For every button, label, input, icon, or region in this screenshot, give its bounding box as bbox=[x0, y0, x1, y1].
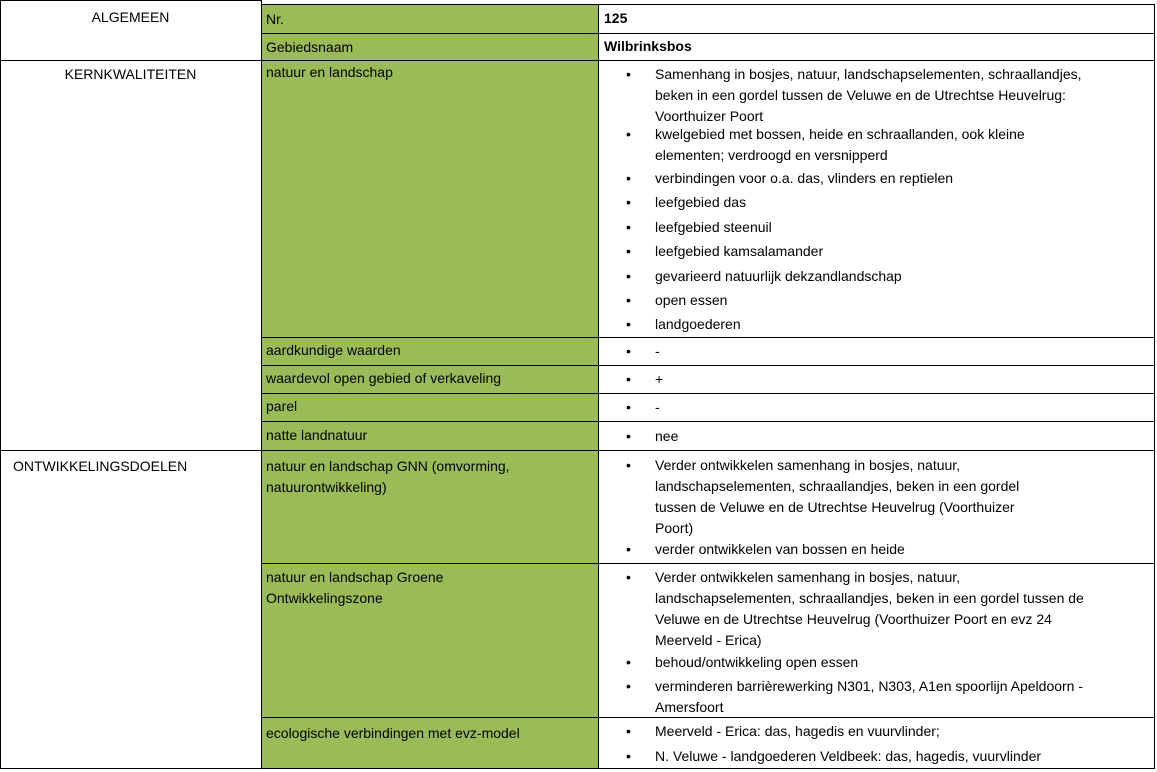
bullet-icon: • bbox=[626, 723, 631, 739]
bullet-icon: • bbox=[626, 399, 631, 415]
grid-line bbox=[261, 33, 1155, 34]
grid-line bbox=[0, 768, 1155, 769]
label-parel-text: parel bbox=[266, 398, 298, 414]
bullet-icon: • bbox=[626, 268, 631, 284]
value-nr-text: 125 bbox=[604, 10, 628, 26]
list-item-line: gevarieerd natuurlijk dekzandlandschap bbox=[655, 268, 902, 284]
bullet-icon: • bbox=[626, 292, 631, 308]
label-natte-landnatuur bbox=[262, 422, 598, 450]
label-goz-line-1: natuur en landschap Groene bbox=[266, 569, 444, 585]
label-parel bbox=[262, 394, 598, 421]
bullet-icon: • bbox=[626, 219, 631, 235]
label-aardkundige-waarden-text: aardkundige waarden bbox=[266, 342, 401, 358]
value-natuur-landschap bbox=[599, 61, 1154, 337]
list-item-line: Amersfoort bbox=[655, 699, 724, 715]
grid-line bbox=[261, 393, 1155, 394]
value-gebiedsnaam bbox=[599, 34, 1154, 60]
label-waardevol-open-gebied bbox=[262, 366, 598, 393]
value-gnn bbox=[599, 451, 1154, 563]
grid-line bbox=[261, 4, 1155, 5]
label-ecologische-verbindingen bbox=[262, 718, 598, 768]
label-gnn bbox=[262, 451, 598, 563]
list-item-line: N. Veluwe - landgoederen Veldbeek: das, hagedis, vuurvlinder bbox=[655, 748, 1042, 764]
grid-line bbox=[261, 717, 1155, 718]
list-item-line: verder ontwikkelen van bossen en heide bbox=[655, 541, 905, 557]
list-item-line: nee bbox=[655, 428, 679, 444]
value-gebiedsnaam-text: Wilbrinksbos bbox=[604, 38, 692, 54]
section-kernkwaliteiten bbox=[0, 60, 261, 450]
section-algemeen bbox=[0, 0, 261, 60]
bullet-icon: • bbox=[626, 170, 631, 186]
list-item-line: Veluwe en de Utrechtse Heuvelrug (Voorthuizer Poort en evz 24 bbox=[655, 611, 1052, 627]
value-nr bbox=[599, 5, 1154, 33]
grid-line bbox=[598, 4, 599, 769]
label-ecologische-verbindingen-text: ecologische verbindingen met evz-model bbox=[266, 725, 520, 741]
list-item-line: open essen bbox=[655, 292, 728, 308]
bullet-icon: • bbox=[626, 343, 631, 359]
bullet-icon: • bbox=[626, 748, 631, 764]
section-ontwikkelingsdoelen bbox=[0, 450, 261, 768]
list-item-line: landgoederen bbox=[655, 316, 741, 332]
list-item-line: tussen de Veluwe en de Utrechtse Heuvelrug (Voorthuizer bbox=[655, 499, 1015, 515]
list-item-line: verbindingen voor o.a. das, vlinders en reptielen bbox=[655, 170, 954, 186]
grid-line bbox=[261, 365, 1155, 366]
list-item-line: Meerveld - Erica: das, hagedis en vuurvlinder; bbox=[655, 723, 940, 739]
label-gebiedsnaam-text: Gebiedsnaam bbox=[266, 39, 354, 55]
list-item-line: leefgebied das bbox=[655, 194, 747, 210]
label-groene-ontwikkelingszone bbox=[262, 564, 598, 717]
bullet-icon: • bbox=[626, 457, 631, 473]
grid-line bbox=[0, 0, 1, 769]
grid-line bbox=[261, 563, 1155, 564]
section-algemeen-label: ALGEMEEN bbox=[91, 9, 170, 25]
list-item-line: - bbox=[655, 343, 660, 359]
label-waardevol-open-gebied-text: waardevol open gebied of verkaveling bbox=[266, 370, 502, 386]
label-nr-text: Nr. bbox=[266, 11, 284, 27]
bullet-icon: • bbox=[626, 194, 631, 210]
list-item-line: + bbox=[655, 371, 664, 387]
list-item-line: kwelgebied met bossen, heide en schraallanden, ook kleine bbox=[655, 126, 1025, 142]
label-gnn-line-2: natuurontwikkeling) bbox=[266, 479, 387, 495]
label-gnn-line-1: natuur en landschap GNN (omvorming, bbox=[266, 458, 510, 474]
label-gebiedsnaam bbox=[262, 34, 598, 60]
list-item-line: landschapselementen, schraallandjes, beken in een gordel tussen de bbox=[655, 590, 1084, 606]
list-item-line: Meerveld - Erica) bbox=[655, 632, 762, 648]
grid-line bbox=[0, 60, 1155, 61]
grid-line bbox=[261, 421, 1155, 422]
grid-line bbox=[261, 337, 1155, 338]
list-item-line: leefgebied steenuil bbox=[655, 219, 772, 235]
list-item-line: elementen; verdroogd en versnipperd bbox=[655, 147, 888, 163]
value-ecologische-verbindingen bbox=[599, 718, 1154, 768]
value-natte-landnatuur bbox=[599, 422, 1154, 450]
value-parel bbox=[599, 394, 1154, 421]
label-natte-landnatuur-text: natte landnatuur bbox=[266, 427, 368, 443]
list-item-line: Poort) bbox=[655, 520, 694, 536]
value-aardkundige-waarden bbox=[599, 338, 1154, 365]
list-item-line: Voorthuizer Poort bbox=[655, 108, 764, 124]
label-natuur-landschap-text: natuur en landschap bbox=[266, 64, 393, 80]
list-item-line: verminderen barrièrewerking N301, N303, A1en spoorlijn Apeldoorn - bbox=[655, 678, 1084, 694]
label-goz-line-2: Ontwikkelingszone bbox=[266, 590, 383, 606]
value-waardevol-open-gebied bbox=[599, 366, 1154, 393]
grid-line bbox=[261, 0, 262, 769]
list-item-line: leefgebied kamsalamander bbox=[655, 243, 824, 259]
bullet-icon: • bbox=[626, 541, 631, 557]
list-item-line: - bbox=[655, 399, 660, 415]
list-item-line: Samenhang in bosjes, natuur, landschapselementen, schraallandjes, bbox=[655, 66, 1082, 82]
list-item-line: behoud/ontwikkeling open essen bbox=[655, 654, 859, 670]
section-ontwikkelingsdoelen-label: ONTWIKKELINGSDOELEN bbox=[13, 458, 188, 474]
list-item-line: beken in een gordel tussen de Veluwe en de Utrechtse Heuvelrug: bbox=[655, 87, 1066, 103]
bullet-icon: • bbox=[626, 371, 631, 387]
bullet-icon: • bbox=[626, 428, 631, 444]
bullet-icon: • bbox=[626, 678, 631, 694]
list-item-line: Verder ontwikkelen samenhang in bosjes, natuur, bbox=[655, 457, 961, 473]
list-item-line: Verder ontwikkelen samenhang in bosjes, natuur, bbox=[655, 569, 961, 585]
bullet-icon: • bbox=[626, 316, 631, 332]
bullet-icon: • bbox=[626, 66, 631, 82]
grid-line bbox=[0, 0, 262, 1]
bullet-icon: • bbox=[626, 569, 631, 585]
grid-line bbox=[0, 450, 1155, 451]
grid-line bbox=[1154, 4, 1155, 769]
list-item-line: landschapselementen, schraallandjes, beken in een gordel bbox=[655, 478, 1020, 494]
label-aardkundige-waarden bbox=[262, 338, 598, 365]
label-natuur-landschap bbox=[262, 61, 598, 337]
bullet-icon: • bbox=[626, 654, 631, 670]
value-groene-ontwikkelingszone bbox=[599, 564, 1154, 717]
bullet-icon: • bbox=[626, 126, 631, 142]
section-kernkwaliteiten-label: KERNKWALITEITEN bbox=[64, 66, 197, 82]
label-nr bbox=[262, 5, 598, 33]
bullet-icon: • bbox=[626, 243, 631, 259]
